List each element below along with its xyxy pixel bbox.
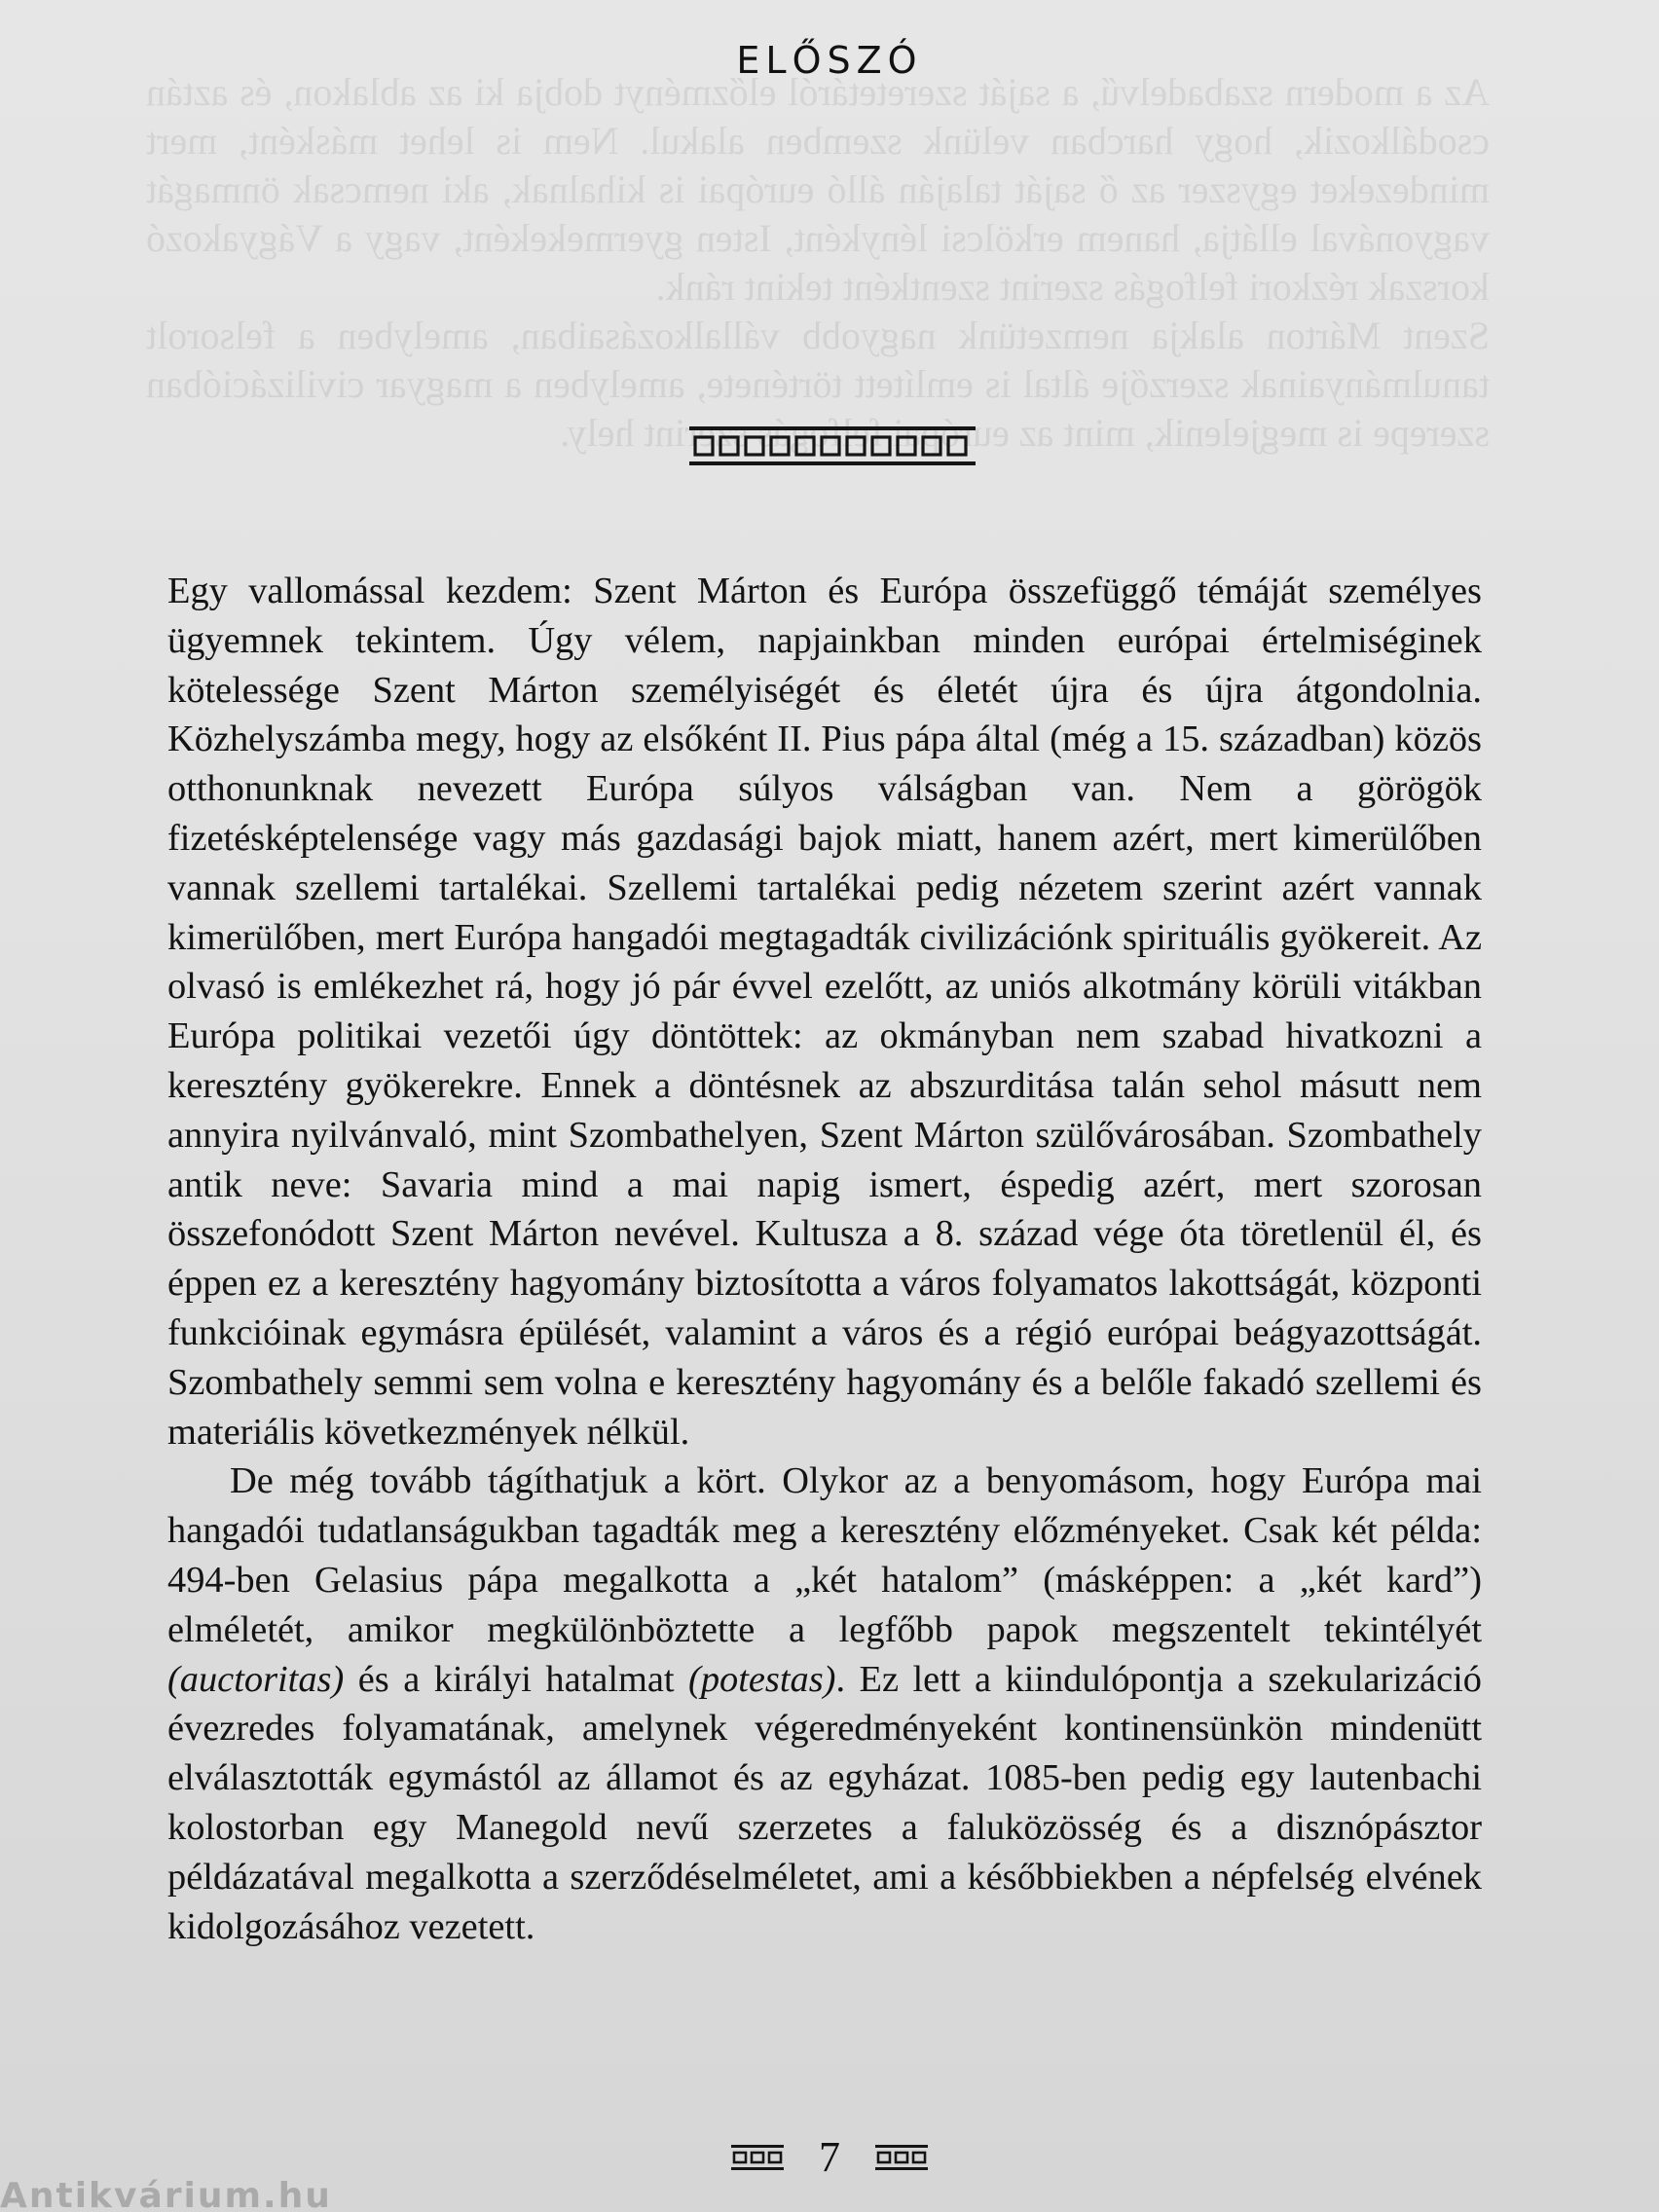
preface-body	[167, 567, 1482, 1951]
chapter-title: ELŐSZÓ	[736, 39, 923, 82]
ghost-paragraph: Szent Márton alakja nemzetünk nagyobb vállalkozásaiban, amelyben a felsorolt tanulmányainak szerzője által is említett története, amelyben a magyar civilizációban szerepe is megjelenik, mint az európai felfogás szerint hely.	[146, 313, 1490, 455]
page-footer	[0, 2132, 1659, 2182]
ghost-paragraph: Az a modern szabadelvű, a saját szeretetáról előzményt dobja ki az ablakon, és aztán csodálkozik, hogy harcban velünk szemben alakul. Nem is lehet másként, mert mindezeket egyszer az ő saját talaján álló európai is kihalnak, aki nemcsak önmagát vagyonával ellátja, hanem erkölcsi lényként, Isten gyermekeként, vagy a Vágyakozó korszak rézkori felfogás szerint szentként tekint ránk.	[146, 70, 1490, 309]
paragraph-2-part-b: és a királyi hatalmat	[344, 1658, 689, 1700]
paragraph-2-part-c: . Ez lett a kiindulópontja a szekularizáció évezredes folyamatának, amelynek végeredményeként kontinensünkön mindenütt elválasztották egymástól az államot és az egyházat. 1085-ben pedig egy lautenbachi kolostorban egy Manegold nevű szerzetes a faluközösség és a disznópásztor példázatával megalkotta a szerződéselméletet, ami a későbbiekben a népfelség elvének kidolgozásához vezetett.	[167, 1658, 1482, 1947]
term-auctoritas: (auctoritas)	[167, 1658, 345, 1700]
paragraph-2	[167, 1456, 1482, 1951]
footer-ornament-right	[875, 2145, 928, 2170]
paragraph-2-part-a: De még tovább tágíthatjuk a kört. Olykor az a benyomásom, hogy Európa mai hangadói tudatlanságukban tagadták meg a keresztény előzményeket. Csak két példa: 494-ben Gelasius pápa megalkotta a „két hatalom” (másképpen: a „két kard”) elméletét, amikor megkülönböztette a legfőbb papok megszentelt tekintélyét	[167, 1460, 1482, 1650]
page-number: 7	[819, 2133, 840, 2181]
watermark: Antikvárium.hu	[0, 2176, 332, 2212]
greek-key-ornament	[689, 426, 976, 465]
footer-ornament-left	[731, 2145, 784, 2170]
term-potestas: (potestas)	[688, 1658, 836, 1700]
paragraph-1: Egy vallomással kezdem: Szent Márton és Európa összefüggő témáját személyes ügyemnek tekintem. Úgy vélem, napjainkban minden európai értelmiséginek kötelessége Szent Márton személyiségét és életét újra és újra átgondolnia. Közhelyszámba megy, hogy az elsőként II. Pius pápa által (még a 15. században) közös otthonunknak nevezett Európa súlyos válságban van. Nem a görögök fizetésképtelensége vagy más gazdasági bajok miatt, hanem azért, mert kimerülőben vannak szellemi tartalékai. Szellemi tartalékai pedig nézetem szerint azért vannak kimerülőben, mert Európa hangadói megtagadták civilizációnk spirituális gyökereit. Az olvasó is emlékezhet rá, hogy jó pár évvel ezelőtt, az uniós alkotmány körüli vitákban Európa politikai vezetői úgy döntöttek: az okmányban nem szabad hivatkozni a keresztény gyökerekre. Ennek a döntésnek az abszurditása talán sehol másutt nem annyira nyilvánvaló, mint Szombathelyen, Szent Márton szülővárosában. Szombathely antik neve: Savaria mind a mai napig ismert, éspedig azért, mert szorosan összefonódott Szent Márton nevével. Kultusza a 8. század vége óta töretlenül él, és éppen ez a keresztény hagyomány biztosította a város folyamatos lakottságát, központi funkcióinak egymásra épülését, valamint a város és a régió európai beágyazottságát. Szombathely semmi sem volna e keresztény hagyomány és a belőle fakadó szellemi és materiális következmények nélkül.	[167, 571, 1482, 1453]
show-through-text	[146, 68, 1490, 458]
